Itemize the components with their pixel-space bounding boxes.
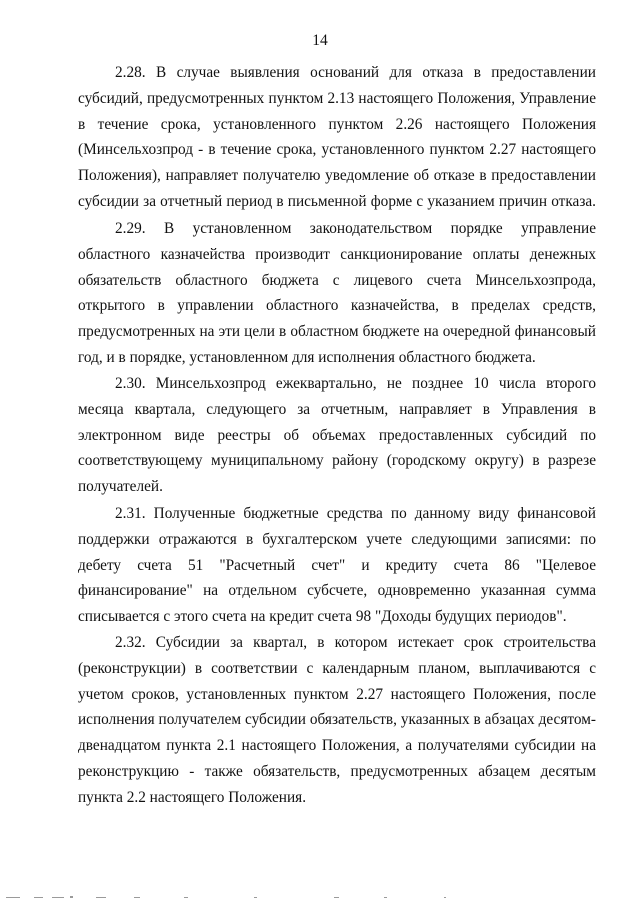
paragraph-line: списывается с этого счета на кредит счета 98 "Доходы будущих периодов". [78,608,567,626]
paragraph-line: реконструкцию - также обязательств, предусмотренных абзацем десятым [78,762,596,780]
paragraph-line: 2.32. Субсидии за квартал, в котором истекает срок строительства [115,634,596,651]
paragraph-line: электронном виде реестры об объемах предоставленных субсидий по [78,426,596,444]
paragraph-line: финансирование" на отдельном субсчете, одновременно указанная сумма [78,582,596,600]
scan-noise-dots [4,894,636,900]
paragraph-2-29 [78,216,596,371]
paragraph-line: 2.28. В случае выявления оснований для отказа в предоставлении [115,64,596,81]
paragraph-line: месяца квартала, следующего за отчетным, направляет в Управления в [78,400,596,418]
paragraph-line: учетом сроков, установленных пунктом 2.27 настоящего Положения, после [78,685,596,703]
paragraph-line: 2.29. В установленном законодательством порядке управление [115,220,596,237]
paragraph-line: в течение срока, установленного пунктом 2.26 настоящего Положения [78,115,596,133]
paragraph-2-31 [78,501,596,630]
paragraph-line: исполнения получателем субсидии обязательств, указанных в абзацах десятом- [78,711,596,729]
paragraph-line: (Минсельхозпрод - в течение срока, установленного пунктом 2.27 настоящего [78,141,596,159]
paragraph-line: субсидий, предусмотренных пунктом 2.13 настоящего Положения, Управление [78,89,596,107]
paragraph-line: 2.31. Полученные бюджетные средства по данному виду финансовой [115,505,596,522]
paragraph-line: субсидии за отчетный период в письменной форме с указанием причин отказа. [78,192,596,210]
paragraph-line: пункта 2.2 настоящего Положения. [78,788,307,806]
paragraph-2-30 [78,371,596,500]
page-number: 14 [312,32,328,49]
paragraph-line: областного казначейства производит санкционирование оплаты денежных [78,245,596,263]
paragraph-2-32 [78,630,596,811]
paragraph-2-28 [78,60,596,215]
paragraph-line: предусмотренных на эти цели в областном бюджете на очередной финансовый [78,323,596,341]
paragraph-line: год, и в порядке, установленном для исполнения областного бюджета. [78,348,536,366]
paragraph-line: обязательств областного бюджета с лицевого счета Минсельхозпрода, [78,271,596,289]
paragraph-line: Положения), направляет получателю уведомление об отказе в предоставлении [78,167,596,185]
paragraph-line: открытого в управлении областного казначейства, в пределах средств, [78,297,596,315]
paragraph-line: (реконструкции) в соответствии с календарным планом, выплачиваются с [78,659,596,677]
paragraph-line: получателей. [78,478,163,496]
paragraph-line: дебету счета 51 "Расчетный счет" и кредиту счета 86 "Целевое [78,556,596,574]
paragraph-line: двенадцатом пункта 2.1 настоящего Положения, а получателями субсидии на [78,737,596,755]
paragraph-line: соответствующему муниципальному району (городскому округу) в разрезе [78,452,596,470]
paragraph-line: поддержки отражаются в бухгалтерском учете следующими записями: по [78,530,596,548]
paragraph-line: 2.30. Минсельхозпрод ежеквартально, не позднее 10 числа второго [115,375,596,392]
